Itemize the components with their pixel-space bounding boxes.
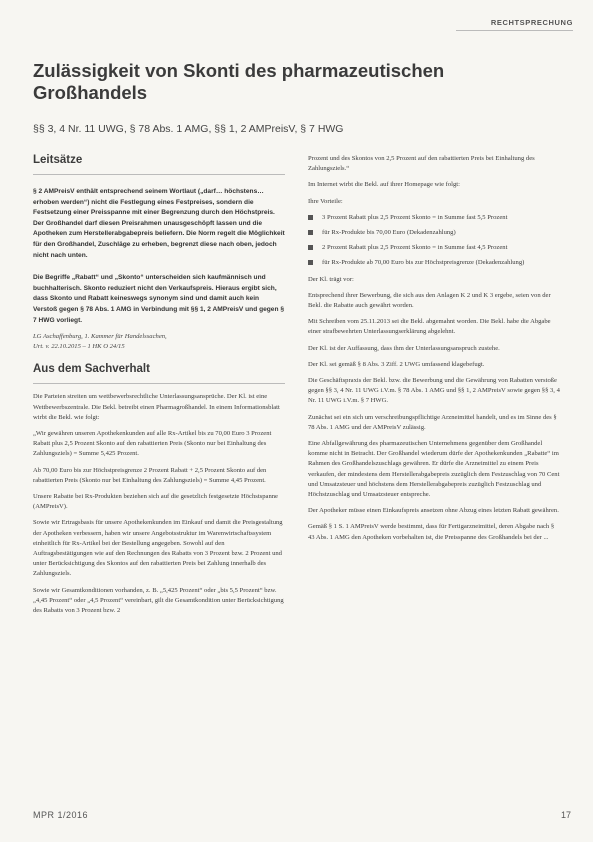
advantages-list: [308, 213, 560, 269]
quote-paragraph: Unsere Rabatte bei Rx-Produkten beziehen sich auf die gesetzlich festgesetzte Höchstspanne (AMPreisV).: [33, 492, 278, 511]
body-paragraph: Im Internet wirbt die Bekl. auf ihrer Homepage wie folgt:: [308, 181, 460, 189]
article-norms: §§ 3, 4 Nr. 11 UWG, § 78 Abs. 1 AMG, §§ 1, 2 AMPreisV, § 7 HWG: [33, 123, 344, 135]
leitsaetze-heading: Leitsätze: [33, 154, 83, 166]
issue-label: MPR 1/2016: [33, 810, 89, 820]
square-bullet-icon: [308, 260, 313, 265]
leitsatz-2: Die Begriffe „Rabatt“ und „Skonto“ unterscheiden sich kaufmännisch und buchhalterisch. Skonto reduziert nicht den Verkaufspreis. Hieraus ergibt sich, dass Skonto und Rabatt keineswegs synonym sind und damit auch kein Verstoß gegen § 78 Abs. 1 AMG in Verbindung mit §§ 1, 2 AMPreisV und gegen § 7 HWG vorliegt.: [33, 274, 284, 324]
list-item-text: 2 Prozent Rabatt plus 2,5 Prozent Skonto = in Summe fast 4,5 Prozent: [322, 244, 508, 252]
judgment-reference: Urt. v. 22.10.2015 – 1 HK O 24/15: [33, 342, 125, 350]
court-citation: [33, 332, 285, 351]
page-number: 17: [560, 810, 571, 820]
square-bullet-icon: [308, 245, 313, 250]
section-divider: [33, 174, 285, 175]
quote-paragraph: Sowie wir Ertragsbasis für unsere Apothekenkunden im Einkauf und damit die Preisgestaltung der Apotheken verbessern, haben wir unsere Angebotsstruktur im Warenwirtschaftssystem einheitlich für Rx-Artikel bei der Bestellung angegeben. Sowohl auf den Auftragsbestätigungen wie auf den Rechnungen des Rabatts von 3 Prozent bzw. 2 Prozent und unter Berücksichtigung des Skontos auf den rabattierten Preis bei Zahlung innerhalb des Zahlungsziels.: [33, 519, 283, 578]
quote-paragraph: „Wir gewähren unseren Apothekenkunden auf alle Rx-Artikel bis zu 70,00 Euro 3 Prozent Rabatt plus 2,5 Prozent Skonto auf den rabattierten Preis (Skonto nur bei Einhaltung des Zahlungsziels) = Summe 5,425 Prozent.: [33, 429, 272, 458]
quote-paragraph: Ab 70,00 Euro bis zur Höchstpreisgrenze 2 Prozent Rabatt + 2,5 Prozent Skonto auf den rabattierten Preis (Skonto nur bei Einhaltung des Zahlungsziels) = Summe 4,45 Prozent.: [33, 466, 267, 484]
body-paragraph: Eine Abfallgewährung des pharmazeutischen Unternehmens gegenüber dem Großhandel komme nicht in Betracht. Der Großhandel wiederum dürfe der Apothekenkunden „Rabatte“ im Rahmen des Großhandelszuschlags gewähren. Er dürfe die Arzneimittel zu einem Preis verkaufen, der mindestens dem Herstellerabgabepreis zuzüglich dem Festzuschlag von 70 Cent und Umsatzsteuer und höchstens dem Herstellerabgabepreis zuzüglich Festzuschlag und Höchstzuschlag und Umsatzsteuer entspreche.: [308, 440, 560, 499]
section-divider: [33, 383, 285, 384]
body-paragraph: Ihre Vorteile:: [308, 197, 343, 205]
list-item-text: 3 Prozent Rabatt plus 2,5 Prozent Skonto = in Summe fast 5,5 Prozent: [322, 213, 508, 221]
square-bullet-icon: [308, 230, 313, 235]
body-paragraph: Der Apotheker müsse einen Einkaufspreis ansetzen ohne Abzug eines letzten Rabatt gewähren.: [308, 507, 559, 515]
list-item: [308, 243, 560, 253]
body-paragraph: Entsprechend ihrer Bewerbung, die sich aus den Anlagen K 2 und K 3 ergebe, seien von der Bekl. die Rabatte auch gewährt worden.: [308, 291, 551, 310]
body-paragraph: Der Kl. ist der Auffassung, dass ihm der Unterlassungsanspruch zustehe.: [308, 344, 500, 352]
body-paragraph: Mit Schreiben vom 25.11.2013 sei die Bekl. abgemahnt worden. Die Bekl. habe die Abgabe einer strafbewehrten Unterlassungserklärung abgelehnt.: [308, 318, 551, 336]
body-paragraph: Gemäß § 1 S. 1 AMPreisV werde bestimmt, dass für Fertigarzneimittel, deren Abgabe nach § 43 Abs. 1 AMG den Apotheken vorbehalten ist, die Preisspanne des Großhandels bei der ...: [308, 523, 555, 541]
body-paragraph: Zunächst sei ein sich um verschreibungspflichtige Arzneimittel handelt, und es im Sinne des § 78 Abs. 1 AMG und der AMPreisV zulässig.: [308, 413, 557, 431]
body-paragraph: Prozent und des Skontos von 2,5 Prozent auf den rabattierten Preis bei Einhaltung des Zahlungsziels.“: [308, 155, 535, 173]
rubric-divider: [456, 30, 573, 31]
court-name: LG Aschaffenburg, 1. Kammer für Handelssachen,: [33, 333, 167, 341]
quote-paragraph: Sowie wir Gesamtkonditionen vorhanden, z. B. „5,425 Prozent“ oder „bis 5,5 Prozent“ bzw. „4,45 Prozent“ oder „4,5 Prozent“ vereinbart, gilt die Gesamtkondition unter Berücksichtigung des Rabatts von 3 Prozent bzw. 2: [33, 586, 284, 614]
article-title: Zulässigkeit von Skonti des pharmazeutischen Großhandels: [33, 60, 445, 103]
section-rubric: RECHTSPRECHUNG: [490, 18, 573, 27]
body-paragraph: Der Kl. sei gemäß § 8 Abs. 3 Ziff. 2 UWG umfassend klagebefugt.: [308, 360, 485, 368]
body-paragraph: Die Geschäftspraxis der Bekl. bzw. die Bewerbung und die Gewährung von Rabatten verstoße gegen §§ 3, 4 Nr. 11 UWG i.V.m. § 78 Abs. 1 AMG und §§ 1, 2 AMPreisV sowie gegen §§ 3, 4 Nr. 11 UWG i.V.m. § 7 HWG.: [308, 377, 560, 405]
list-item: [308, 258, 560, 268]
list-item-text: für Rx-Produkte bis 70,00 Euro (Dekadenzahlung): [322, 229, 456, 237]
leitsatz-1: § 2 AMPreisV enthält entsprechend seinem Wortlaut („darf… höchstens… erhoben werden“) nicht die Festlegung eines Festpreises, sondern die Festsetzung einer Preisspanne mit einer Begrenzung durch den Höchstpreis. Der Großhandel darf diesen Preisrahmen unausgeschöpft lassen und die Apotheken zum Herstellerabgabepreis beliefern. Die Norm regelt die Möglichkeit für den Großhandel, Zuschläge zu erheben, begrenzt diese nach oben, jedoch nicht nach unten.: [33, 188, 285, 259]
body-paragraph: Der Kl. trägt vor:: [308, 275, 354, 283]
square-bullet-icon: [308, 215, 313, 220]
list-item: [308, 213, 560, 223]
sachverhalt-heading: Aus dem Sachverhalt: [33, 363, 150, 376]
list-item-text: für Rx-Produkte ab 70,00 Euro bis zur Höchstpreisgrenze (Dekadenzahlung): [322, 259, 525, 267]
list-item: [308, 228, 560, 238]
body-paragraph: Die Parteien streiten um wettbewerbsrechtliche Unterlassungsansprüche. Der Kl. ist eine Wettbewerbszentrale. Die Bekl. betreibt einen Pharmagroßhandel. In einem Informationsblatt wirbt die Bekl. wie folgt:: [33, 393, 280, 421]
right-column: [308, 154, 560, 549]
left-column: [33, 154, 285, 622]
